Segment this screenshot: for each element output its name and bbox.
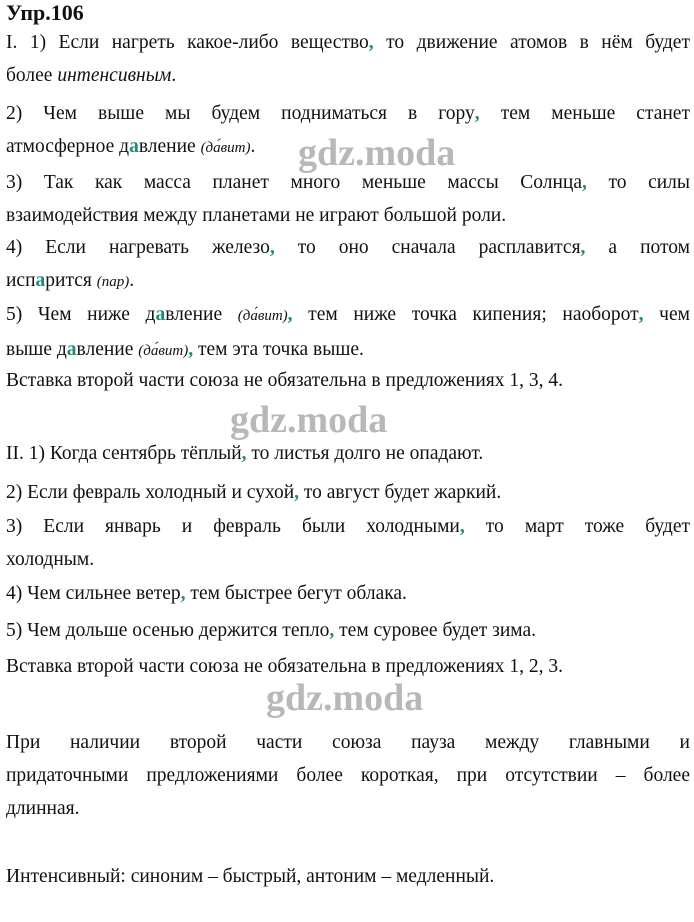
highlighted-comma: , xyxy=(638,304,644,325)
sentence-text: атмосферное д xyxy=(6,136,130,157)
sentence-text: 4) Если нагревать железо xyxy=(6,237,270,258)
sentence-text: тем эта точка выше. xyxy=(193,339,364,360)
highlighted-comma: , xyxy=(582,172,587,193)
sentence-text: рится xyxy=(45,270,97,291)
sentence-3 xyxy=(6,166,690,232)
sentence-text: 3) Так как масса планет много меньше массы Солнца xyxy=(6,172,583,193)
note-1 xyxy=(6,364,690,397)
sentence-text: . xyxy=(129,270,135,291)
sentence-text: I. 1) Если нагреть какое-либо вещество xyxy=(6,32,369,53)
watermark: gdz.moda xyxy=(266,677,424,719)
watermark: gdz.moda xyxy=(298,132,456,174)
note-text: Вставка второй части союза не обязательна в предложениях 1, 3, 4. xyxy=(6,370,563,391)
sentence-text: При наличии второй части союза пауза между главными и xyxy=(6,732,690,753)
sentence-text: 4) Чем сильнее ветер xyxy=(6,583,181,604)
sentence-text: взаимодействия между планетами не играют большой роли. xyxy=(6,205,507,226)
sentence-text: а потом xyxy=(585,237,690,258)
highlighted-letter: а xyxy=(155,304,166,325)
proverb-2 xyxy=(6,476,690,509)
proverb-3 xyxy=(6,510,690,576)
sentence-text: более xyxy=(6,65,58,86)
sentence-text: . xyxy=(171,65,177,86)
sentence-text: Интенсивный: синоним – быстрый, антоним – медленный. xyxy=(6,866,495,887)
proverb-1 xyxy=(6,437,690,470)
watermark: gdz.moda xyxy=(230,399,388,441)
sentence-text: то листья долго не опадают. xyxy=(246,443,484,464)
synonym-antonym xyxy=(6,860,690,893)
sentence-text: то движение атомов в нём будет xyxy=(373,32,690,53)
sentence-text: 2) Чем выше мы будем подниматься в гору xyxy=(6,103,475,124)
sentence-text: придаточными предложениями более короткая, при отсутствии – более xyxy=(6,765,690,786)
check-word-note: (да́вит) xyxy=(138,343,189,359)
highlighted-letter: а xyxy=(129,136,139,157)
sentence-text: то март тоже будет xyxy=(464,516,690,537)
sentence-4 xyxy=(6,231,690,299)
check-word-note: (да́вит) xyxy=(237,308,288,324)
highlighted-comma: , xyxy=(580,237,586,258)
sentence-text: длинная. xyxy=(6,798,80,819)
highlighted-comma: , xyxy=(180,583,186,604)
proverb-4 xyxy=(6,577,690,610)
sentence-text: тем суровее будет зима. xyxy=(334,620,537,641)
sentence-text: тем ниже точка кипения; наоборот xyxy=(292,304,639,325)
sentence-text: 2) Если февраль холодный и сухой xyxy=(6,482,295,503)
sentence-text: . xyxy=(250,136,256,157)
sentence-text: выше д xyxy=(6,339,67,360)
sentence-5 xyxy=(6,298,690,368)
check-word-note: (пар) xyxy=(96,274,130,290)
highlighted-comma: , xyxy=(188,339,194,360)
sentence-text: холодным. xyxy=(6,549,95,570)
sentence-text: вление xyxy=(76,339,139,360)
sentence-text: вление xyxy=(165,304,238,325)
sentence-text: то оно сначала расплавится xyxy=(274,237,581,258)
italic-word: интенсивным xyxy=(57,65,172,86)
sentence-text: исп xyxy=(6,270,36,291)
pause-explanation xyxy=(6,726,690,825)
sentence-text: 3) Если январь и февраль были холодными xyxy=(6,516,460,537)
highlighted-comma: , xyxy=(294,482,300,503)
sentence-text: вление xyxy=(138,136,201,157)
highlighted-comma: , xyxy=(474,103,480,124)
highlighted-comma: , xyxy=(287,304,293,325)
sentence-text: чем xyxy=(643,304,690,325)
proverb-5 xyxy=(6,614,690,647)
sentence-text: II. 1) Когда сентябрь тёплый xyxy=(6,443,242,464)
check-word-note: (да́вит) xyxy=(200,140,251,156)
sentence-text: 5) Чем ниже д xyxy=(6,304,156,325)
highlighted-comma: , xyxy=(269,237,275,258)
highlighted-comma: , xyxy=(459,516,465,537)
highlighted-comma: , xyxy=(241,443,247,464)
sentence-text: 5) Чем дольше осенью держится тепло xyxy=(6,620,330,641)
highlighted-comma: , xyxy=(368,32,374,53)
highlighted-letter: а xyxy=(35,270,46,291)
sentence-text: то август будет жаркий. xyxy=(299,482,502,503)
highlighted-comma: , xyxy=(329,620,335,641)
sentence-text: тем меньше станет xyxy=(479,103,690,124)
sentence-text: то силы xyxy=(586,172,690,193)
highlighted-letter: а xyxy=(66,339,77,360)
sentence-1 xyxy=(6,26,690,92)
sentence-text: тем быстрее бегут облака. xyxy=(185,583,407,604)
note-text: Вставка второй части союза не обязательна в предложениях 1, 2, 3. xyxy=(6,656,563,677)
exercise-title: Упр.106 xyxy=(6,0,84,25)
